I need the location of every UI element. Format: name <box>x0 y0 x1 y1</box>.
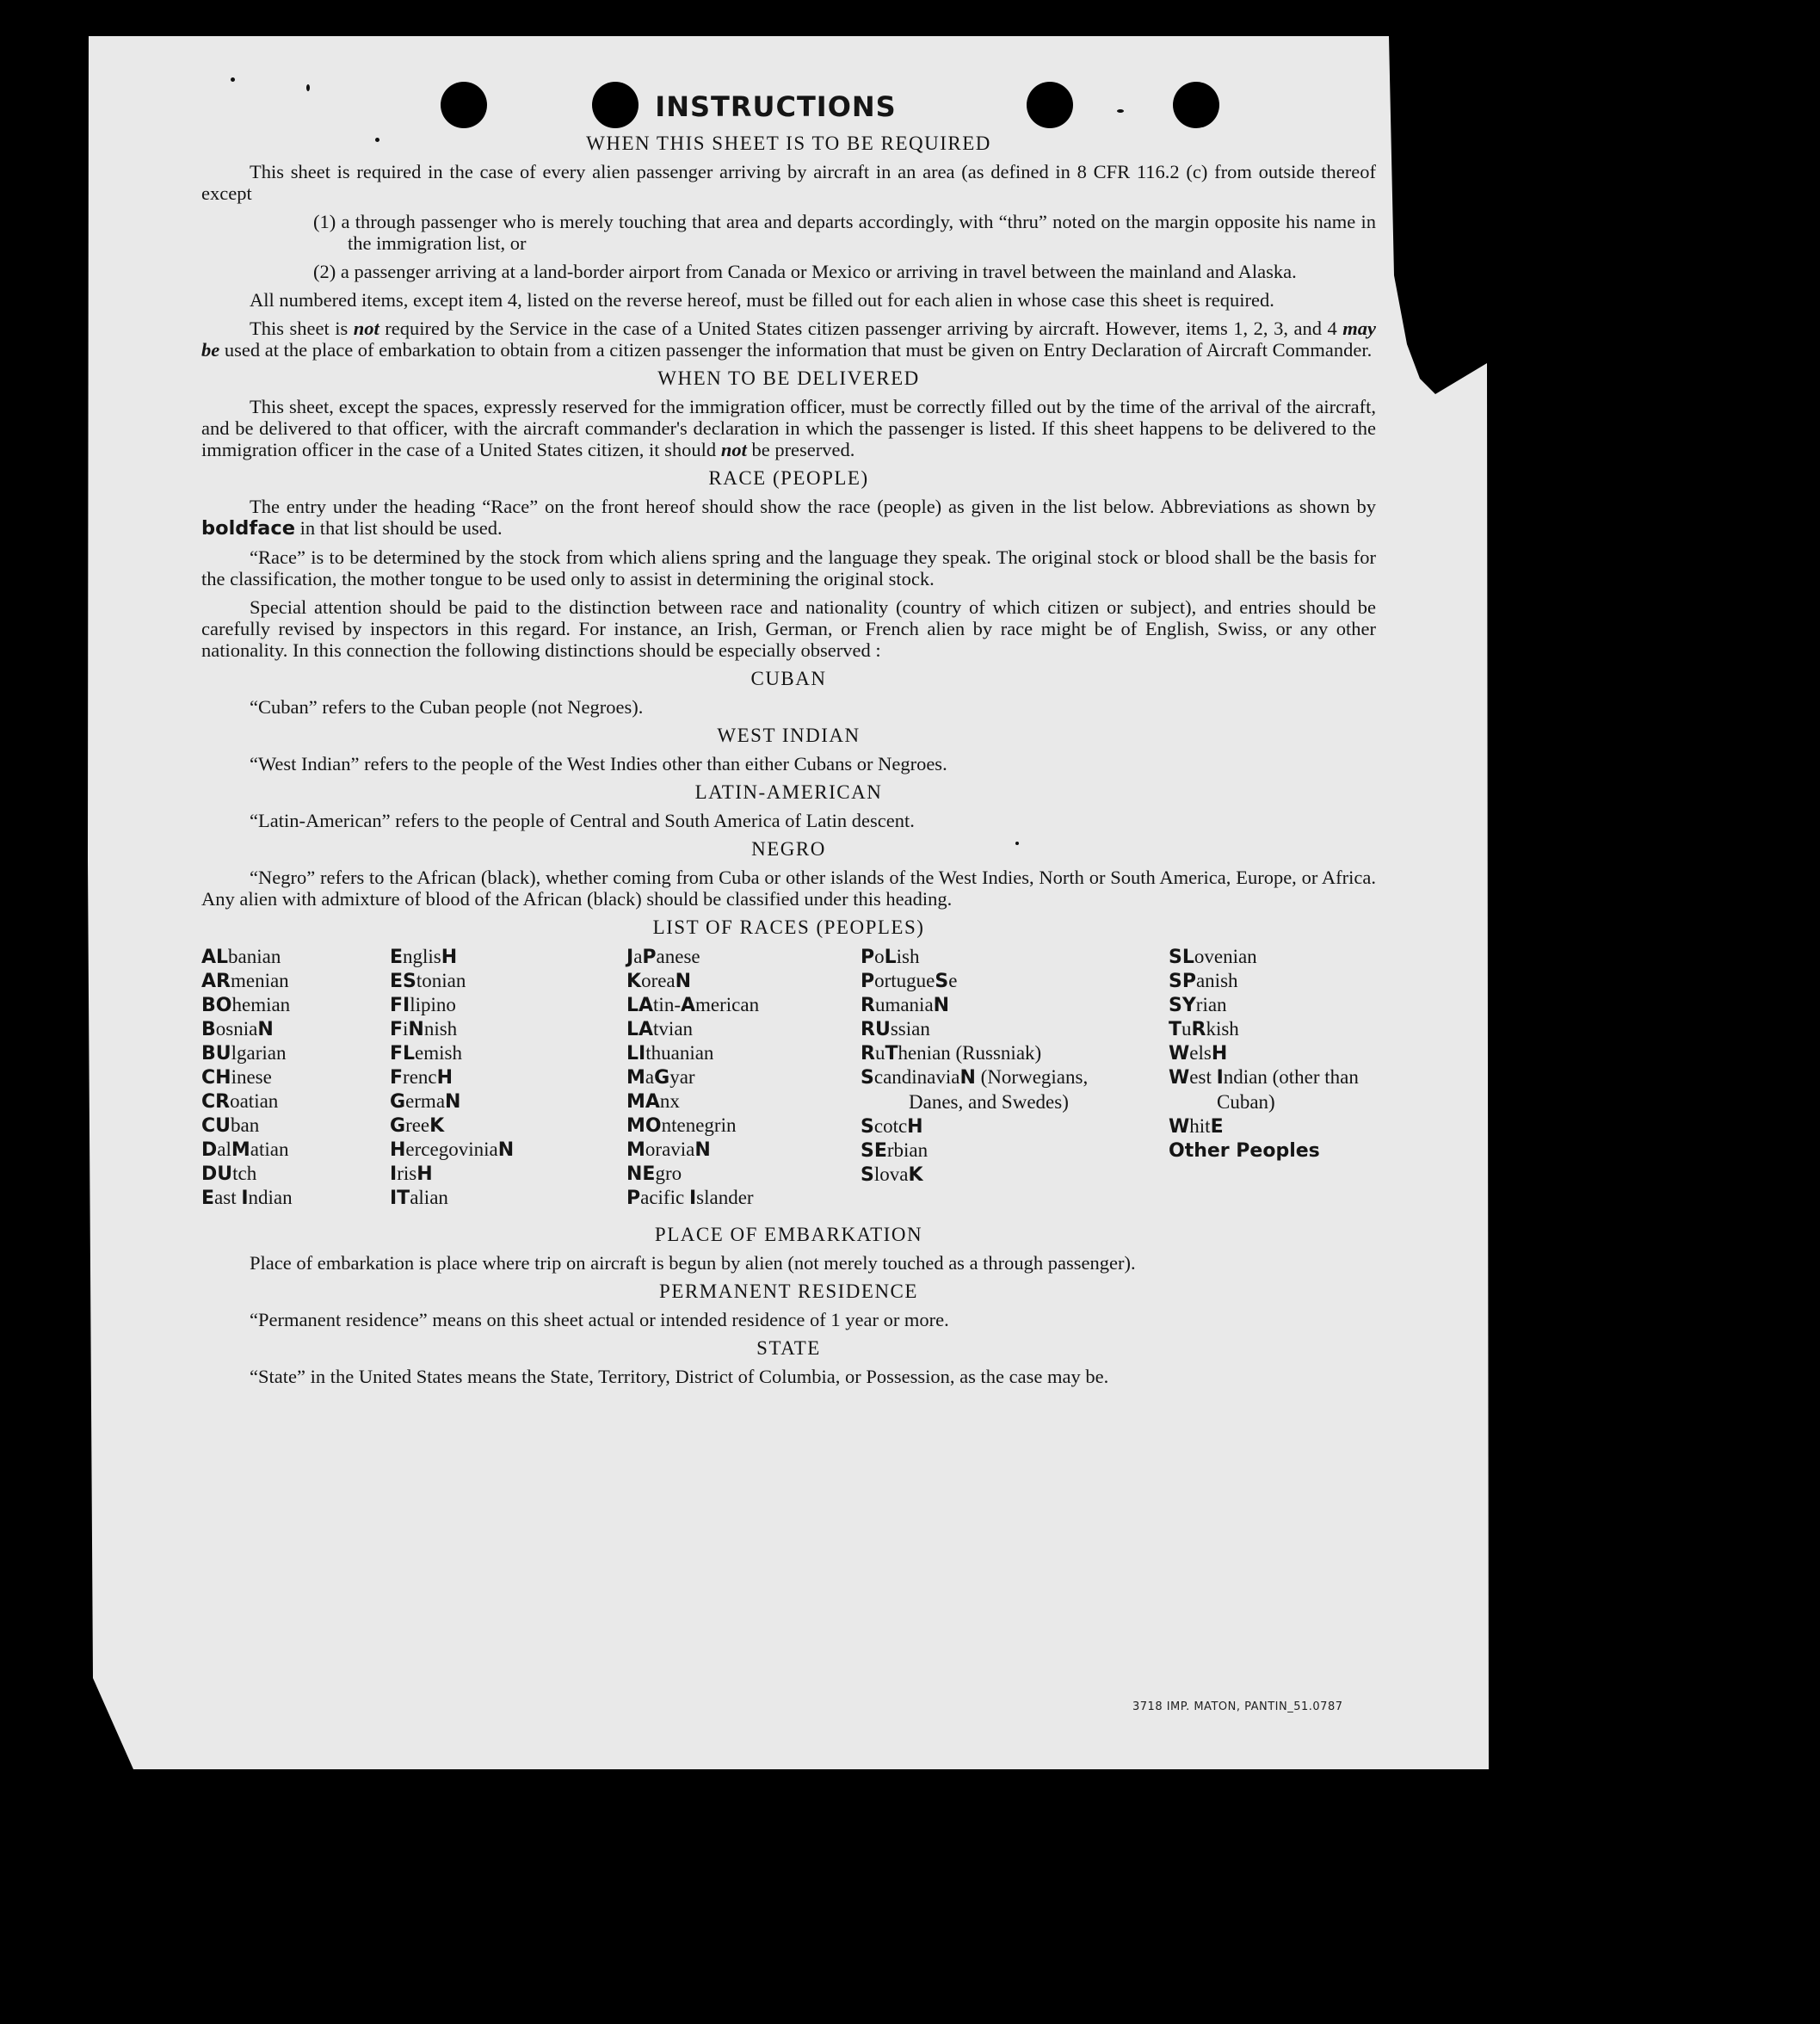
page-title: INSTRUCTIONS <box>655 90 897 123</box>
race-entry: ALbanian <box>201 946 281 968</box>
race-entry: CUban <box>201 1114 260 1137</box>
race-entry: HercegoviniaN <box>390 1138 515 1161</box>
paper-speck <box>1015 842 1019 845</box>
race-entry: EStonian <box>390 970 466 992</box>
race-entry: ARmenian <box>201 970 289 992</box>
race-entry: BOhemian <box>201 994 291 1016</box>
race-entry: ITalian <box>390 1187 448 1209</box>
race-entry: WelsH <box>1169 1042 1228 1064</box>
race-entry: FLemish <box>390 1042 462 1064</box>
printer-imprint: 3718 IMP. MATON, PANTIN_51.0787 <box>1132 1700 1343 1713</box>
race-entry: GreeK <box>390 1114 445 1137</box>
race-entry: DalMatian <box>201 1138 289 1161</box>
race-entry: LIthuanian <box>626 1042 714 1064</box>
race-entry: CRoatian <box>201 1090 279 1113</box>
section-heading: WHEN THIS SHEET IS TO BE REQUIRED <box>586 133 991 154</box>
race-entry: ScotcH <box>861 1115 923 1138</box>
section-heading: STATE <box>756 1337 821 1359</box>
race-entry: RuThenian (Russniak) <box>861 1042 1042 1064</box>
race-entry: GermaN <box>390 1090 461 1113</box>
race-entry: CHinese <box>201 1066 272 1089</box>
section-heading: CUBAN <box>750 668 827 689</box>
section-heading: WEST INDIAN <box>717 725 861 746</box>
race-entry: SlovaK <box>861 1163 923 1186</box>
paragraph: “Latin-American” refers to the people of Central and South America of Latin descent. <box>250 810 915 831</box>
race-entry: MOntenegrin <box>626 1114 737 1137</box>
paper-speck <box>306 84 310 91</box>
race-entry: WhitE <box>1169 1115 1224 1138</box>
paper-speck <box>231 77 235 82</box>
race-entry: BUlgarian <box>201 1042 287 1064</box>
race-entry: PortugueSe <box>861 970 958 992</box>
race-entry: MoraviaN <box>626 1138 711 1161</box>
race-entry: ScandinaviaN (Norwegians, Danes, and Swedes) <box>861 1066 1089 1113</box>
section-heading: PERMANENT RESIDENCE <box>659 1280 918 1302</box>
paragraph: “Cuban” refers to the Cuban people (not Negroes). <box>250 696 644 718</box>
instructions-content <box>201 88 1376 1394</box>
paragraph: “State” in the United States means the State, Territory, District of Columbia, or Possession, as the case may be. <box>250 1366 1109 1387</box>
race-entry: DUtch <box>201 1163 257 1185</box>
race-entry: LAtvian <box>626 1018 694 1040</box>
list-item: (1) a through passenger who is merely touching that area and departs accordingly, with “thru” noted on the margin opposite his name in the immigration list, or <box>313 211 1376 254</box>
paragraph: This sheet, except the spaces, expressly reserved for the immigration officer, must be correctly filled out by the time of the arrival of the aircraft, and be delivered to that officer, with the aircraft commander's declaration in which the passenger is listed. If this sheet happens to be delivered to the immigration officer in the case of a United States citizen, it should not be preserved. <box>201 396 1376 460</box>
section-heading: RACE (PEOPLE) <box>708 467 869 489</box>
section-heading: LIST OF RACES (PEOPLES) <box>652 916 925 938</box>
paragraph: “Negro” refers to the African (black), whether coming from Cuba or other islands of the West Indies, North or South America, Europe, or Africa. Any alien with admixture of blood of the African (black) should be classified under this heading. <box>201 867 1376 910</box>
race-entry: SLovenian <box>1169 946 1257 968</box>
race-entry: EnglisH <box>390 946 458 968</box>
race-entry: PoLish <box>861 946 920 968</box>
races-column <box>626 945 842 1210</box>
section-heading: LATIN-AMERICAN <box>694 781 883 803</box>
race-entry: SYrian <box>1169 994 1227 1016</box>
race-entry: RUssian <box>861 1018 930 1040</box>
paper-speck <box>375 138 379 142</box>
paragraph: This sheet is not required by the Service in the case of a United States citizen passenger arriving by aircraft. However, items 1, 2, 3, and 4 may be used at the place of embarkation to obtain from a citizen passenger the information that must be given on Entry Declaration of Aircraft Commander. <box>201 318 1376 361</box>
paragraph: This sheet is required in the case of every alien passenger arriving by aircraft in an area (as defined in 8 CFR 116.2 (c) from outside thereof except <box>201 161 1376 204</box>
race-entry: East Indian <box>201 1187 293 1209</box>
race-entry: TuRkish <box>1169 1018 1239 1040</box>
race-entry: FIlipino <box>390 994 456 1016</box>
races-list <box>201 945 1376 1217</box>
race-entry: MaGyar <box>626 1066 695 1089</box>
races-column <box>861 945 1110 1187</box>
race-entry: MAnx <box>626 1090 680 1113</box>
section-heading: WHEN TO BE DELIVERED <box>657 367 920 389</box>
race-entry: West Indian (other than Cuban) <box>1169 1066 1359 1113</box>
race-entry: RumaniaN <box>861 994 950 1016</box>
paragraph: “West Indian” refers to the people of the West Indies other than either Cubans or Negroes. <box>250 753 947 774</box>
paragraph: All numbered items, except item 4, listed on the reverse hereof, must be filled out for each alien in whose case this sheet is required. <box>250 289 1274 311</box>
race-entry: IrisH <box>390 1163 433 1185</box>
race-entry: FiNnish <box>390 1018 458 1040</box>
race-entry: Pacific Islander <box>626 1187 754 1209</box>
paragraph: The entry under the heading “Race” on the front hereof should show the race (people) as given in the list below. Abbreviations as shown by boldface in that list should be used. <box>201 496 1376 540</box>
races-column <box>390 945 596 1210</box>
races-column <box>201 945 373 1210</box>
races-column <box>1169 945 1379 1163</box>
race-entry: SPanish <box>1169 970 1238 992</box>
paragraph: Place of embarkation is place where trip on aircraft is begun by alien (not merely touched as a through passenger). <box>250 1252 1136 1274</box>
list-item: (2) a passenger arriving at a land-border airport from Canada or Mexico or arriving in travel between the mainland and Alaska. <box>313 261 1297 282</box>
paragraph: Special attention should be paid to the distinction between race and nationality (country of which citizen or subject), and entries should be carefully revised by inspectors in this regard. For instance, an Irish, German, or French alien by race might be of English, Swiss, or any other nationality. In this connection the following distinctions should be especially observed : <box>201 596 1376 661</box>
race-entry: BosniaN <box>201 1018 274 1040</box>
section-heading: NEGRO <box>751 838 826 860</box>
race-entry: FrencH <box>390 1066 453 1089</box>
section-heading: PLACE OF EMBARKATION <box>654 1224 923 1245</box>
race-entry: SErbian <box>861 1139 929 1162</box>
paragraph: “Race” is to be determined by the stock from which aliens spring and the language they speak. The original stock or blood shall be the basis for the classification, the mother tongue to be used only to assist in determining the original stock. <box>201 546 1376 589</box>
race-entry: NEgro <box>626 1163 682 1185</box>
race-entry: LAtin-American <box>626 994 760 1016</box>
race-entry: Other Peoples <box>1169 1140 1320 1162</box>
paragraph: “Permanent residence” means on this sheet actual or intended residence of 1 year or more. <box>250 1309 949 1330</box>
paper-speck <box>1117 109 1124 113</box>
race-entry: JaPanese <box>626 946 700 968</box>
race-entry: KoreaN <box>626 970 692 992</box>
